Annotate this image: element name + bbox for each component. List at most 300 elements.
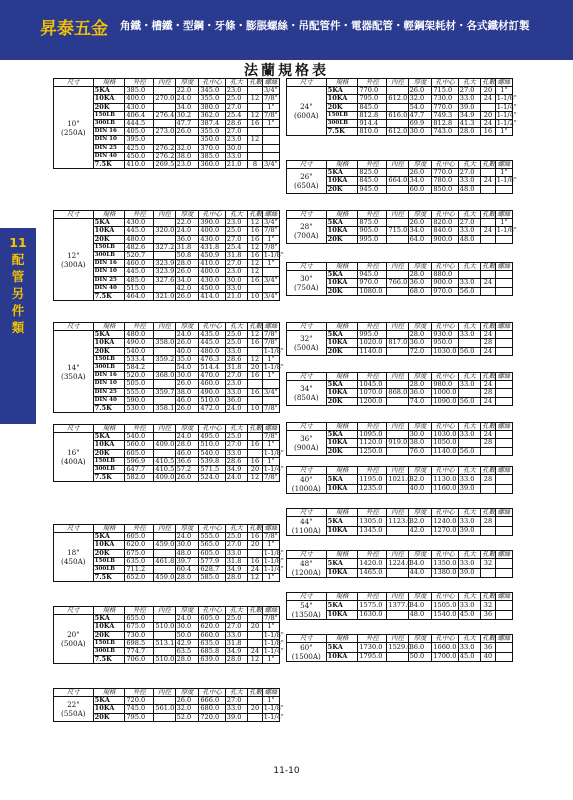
nominal-size: 30" <box>300 273 313 283</box>
cell-od: 385.0 <box>125 87 154 95</box>
cell-t: 28.0 <box>408 381 432 389</box>
column-header: 螺絲 <box>495 593 512 601</box>
cell-bolt <box>262 128 279 136</box>
cell-h: 39.0 <box>225 713 247 721</box>
cell-od: 845.0 <box>358 103 387 111</box>
column-header: 外徑 <box>358 373 387 381</box>
cell-h: 33.0 <box>225 388 247 396</box>
cell-t: 42.0 <box>175 284 199 292</box>
cell-id: 1377.0 <box>388 600 412 609</box>
cell-h: 27.0 <box>225 128 247 136</box>
cell-t: 34.0 <box>408 601 432 611</box>
cell-id <box>387 447 408 455</box>
column-header: 規格 <box>326 211 358 219</box>
column-header: 孔大 <box>225 79 247 87</box>
column-header: 尺寸 <box>287 467 327 475</box>
side-tab-number: 11 <box>9 235 27 250</box>
column-header: 厚度 <box>408 423 432 431</box>
cell-pcd: 480.0 <box>199 347 225 355</box>
column-header: 尺寸 <box>287 79 327 87</box>
cell-od: 795.0 <box>125 713 154 721</box>
cell-spec: 5KA <box>93 433 125 441</box>
cell-od: 845.0 <box>358 177 387 185</box>
column-header: 孔中心 <box>432 509 458 517</box>
cell-od: 605.0 <box>125 533 154 541</box>
table-row <box>287 517 513 527</box>
cell-t: 50.0 <box>408 652 432 662</box>
column-header: 尺寸 <box>287 211 327 219</box>
cell-od: 520.7 <box>125 251 154 259</box>
cell-n: 16 <box>248 441 263 449</box>
cell-pcd: 1030.0 <box>433 346 457 355</box>
column-header: 規格 <box>326 79 358 87</box>
table-header-row <box>54 607 280 615</box>
cell-h: 34.9 <box>225 465 247 473</box>
nominal-size: 48" <box>300 559 313 569</box>
cell-pcd: 539.8 <box>199 457 225 465</box>
cell-n: 16 <box>248 235 263 243</box>
size-cell <box>54 331 94 413</box>
column-header: 螺絲 <box>495 509 512 517</box>
column-header: 孔中心 <box>432 593 458 601</box>
cell-n: 24 <box>481 347 496 355</box>
cell-od: 425.0 <box>125 144 154 152</box>
size-code: (650A) <box>294 180 319 190</box>
cell-n: 32 <box>481 601 496 611</box>
cell-od: 875.0 <box>358 219 387 227</box>
cell-h: 27.0 <box>225 697 247 705</box>
flange-table <box>286 508 513 536</box>
flange-block-32in <box>286 322 513 356</box>
cell-n: 12 <box>248 95 263 103</box>
size-code: (700A) <box>294 230 319 240</box>
cell-bolt: 7/8" <box>264 110 278 119</box>
cell-t: 69.9 <box>408 119 432 127</box>
cell-t: 32.0 <box>408 475 432 485</box>
column-header: 內徑 <box>387 635 408 643</box>
column-header: 規格 <box>93 211 125 219</box>
cell-pcd: 577.9 <box>199 557 225 565</box>
cell-bolt <box>262 380 279 388</box>
column-header: 孔數 <box>482 508 495 517</box>
cell-h: 23.0 <box>225 219 247 227</box>
cell-spec: 5KA <box>326 219 358 227</box>
cell-h: 27.0 <box>225 441 247 449</box>
cell-id: 1224.0 <box>388 558 412 567</box>
size-cell <box>287 331 327 356</box>
cell-pcd: 1350.0 <box>433 558 457 567</box>
column-header: 孔數 <box>249 524 262 533</box>
cell-bolt: 3/4" <box>264 275 278 284</box>
cell-pcd: 450.0 <box>199 284 225 292</box>
cell-od: 560.0 <box>125 441 154 449</box>
cell-pcd: 387.4 <box>199 119 225 127</box>
column-header: 規格 <box>326 263 358 271</box>
cell-spec: 10KA <box>326 526 358 536</box>
cell-od: 1465.0 <box>358 568 387 578</box>
cell-h <box>458 389 480 397</box>
cell-od: 520.0 <box>125 372 154 380</box>
cell-n: 24 <box>248 565 263 573</box>
cell-id: 410.5 <box>155 456 175 465</box>
cell-n <box>248 144 263 152</box>
cell-n <box>248 713 263 721</box>
cell-t: 26.0 <box>175 339 199 347</box>
cell-n: 16 <box>248 276 263 284</box>
flange-block-26in <box>286 160 517 194</box>
cell-pcd: 414.0 <box>199 292 225 300</box>
size-cell <box>287 643 327 662</box>
cell-t: 34.0 <box>408 177 432 185</box>
cell-n: 24 <box>481 177 496 185</box>
cell-t: 60.4 <box>175 565 199 573</box>
cell-spec: 10KA <box>326 484 358 494</box>
cell-spec: 7.5K <box>93 656 125 664</box>
cell-spec: 20K <box>326 447 358 455</box>
flange-block-44in <box>286 508 513 536</box>
cell-spec: 20K <box>326 287 358 295</box>
column-header: 規格 <box>93 607 125 615</box>
column-header: 孔中心 <box>199 689 225 697</box>
cell-id: 327.6 <box>155 275 175 284</box>
cell-id: 616.0 <box>388 110 408 119</box>
cell-od: 1630.0 <box>358 610 387 620</box>
cell-pcd: 1140.0 <box>433 446 457 455</box>
cell-pcd: 472.0 <box>199 404 225 412</box>
column-header: 外徑 <box>125 323 154 331</box>
cell-od: 482.6 <box>125 243 154 251</box>
cell-t: 32.0 <box>175 705 199 713</box>
cell-bolt: 1-1/8" <box>263 638 284 647</box>
cell-od: 770.0 <box>358 87 387 95</box>
table-header-row <box>54 211 280 219</box>
column-header: 孔大 <box>458 323 480 331</box>
cell-h: 27.0 <box>458 87 480 95</box>
column-header: 內徑 <box>154 525 175 533</box>
cell-h: 45.0 <box>458 652 480 662</box>
cell-pcd: 524.0 <box>199 474 225 482</box>
table-row <box>287 601 513 611</box>
flange-block-30in <box>286 262 513 296</box>
cell-t: 48.0 <box>408 610 432 620</box>
cell-od: 795.0 <box>358 95 387 103</box>
table-header-row <box>54 525 280 533</box>
flange-block-24in <box>286 78 517 136</box>
cell-od: 515.0 <box>125 284 154 292</box>
cell-pcd: 900.0 <box>432 279 458 287</box>
cell-spec: 150LB <box>93 355 125 363</box>
cell-h: 25.0 <box>225 95 247 103</box>
cell-pcd: 1270.0 <box>433 526 457 535</box>
column-header: 孔數 <box>482 592 495 601</box>
cell-t: 42.0 <box>408 526 432 536</box>
cell-id <box>387 610 408 620</box>
cell-id: 320.0 <box>155 226 175 235</box>
cell-bolt <box>495 439 512 447</box>
page-title: 法蘭規格表 <box>244 63 329 79</box>
table-header-row <box>287 373 513 381</box>
cell-h: 33.0 <box>225 152 247 160</box>
cell-id: 409.0 <box>155 473 175 482</box>
cell-spec: 7.5K <box>93 404 125 412</box>
cell-h: 34.9 <box>225 647 247 655</box>
column-header: 外徑 <box>125 79 154 87</box>
nominal-size: 54" <box>300 601 313 611</box>
cell-od: 774.7 <box>125 647 154 655</box>
flange-table <box>286 210 517 244</box>
cell-bolt: 7/8" <box>264 432 278 441</box>
cell-spec: DIN 25 <box>93 144 125 152</box>
cell-t: 28.0 <box>408 271 432 279</box>
cell-bolt <box>495 568 512 578</box>
cell-pcd: 430.0 <box>199 235 225 243</box>
cell-t: 23.0 <box>175 160 199 168</box>
cell-h: 33.0 <box>458 331 480 339</box>
column-header: 孔大 <box>225 323 247 331</box>
page-header <box>0 0 573 60</box>
cell-h: 33.0 <box>225 705 247 713</box>
cell-n: 36 <box>481 643 496 653</box>
cell-h: 27.0 <box>225 235 247 243</box>
cell-n: 16 <box>248 533 263 541</box>
cell-pcd: 431.8 <box>199 243 225 251</box>
cell-bolt: 1-1/8" <box>263 346 284 355</box>
cell-t: 28.0 <box>175 656 199 664</box>
cell-t: 24.0 <box>175 331 199 339</box>
table-header-row <box>287 263 513 271</box>
cell-h: 27.0 <box>225 623 247 631</box>
cell-spec: DIN 40 <box>93 396 125 404</box>
cell-h: 39.0 <box>458 526 480 536</box>
cell-od: 1045.0 <box>358 381 387 389</box>
cell-spec: 10KA <box>326 652 358 662</box>
cell-n: 12 <box>248 219 263 227</box>
cell-od: 1730.0 <box>358 643 387 653</box>
column-header: 外徑 <box>358 423 387 431</box>
cell-id: 510.0 <box>155 655 175 664</box>
cell-t: 34.0 <box>408 227 432 235</box>
flange-block-22in <box>53 688 284 722</box>
cell-h: 56.0 <box>458 287 480 295</box>
column-header: 規格 <box>93 323 125 331</box>
cell-n: 16 <box>481 128 496 136</box>
cell-t: 38.0 <box>408 439 432 447</box>
cell-pcd: 1380.0 <box>433 568 457 577</box>
cell-spec: 150LB <box>93 457 125 465</box>
cell-pcd: 820.0 <box>432 219 458 227</box>
cell-h: 24.0 <box>225 474 247 482</box>
cell-bolt: 1-1/8" <box>496 94 517 103</box>
column-header: 孔數 <box>482 262 495 271</box>
size-cell <box>54 533 94 582</box>
column-header: 螺絲 <box>495 423 512 431</box>
cell-h: 25.4 <box>225 243 247 251</box>
cell-t: 48.0 <box>175 549 199 557</box>
cell-od: 652.0 <box>125 574 154 582</box>
cell-od: 945.0 <box>358 271 387 279</box>
column-header: 內徑 <box>387 211 408 219</box>
cell-id: 459.0 <box>155 540 175 549</box>
cell-bolt: 3/4" <box>264 86 278 95</box>
cell-id: 461.8 <box>155 556 175 565</box>
cell-spec: DIN 10 <box>93 136 125 144</box>
cell-id: 715.0 <box>388 226 408 235</box>
cell-id <box>387 568 408 578</box>
cell-bolt <box>495 235 512 243</box>
table-header-row <box>287 161 513 169</box>
table-header-row <box>287 323 513 331</box>
cell-pcd: 812.8 <box>432 119 458 127</box>
cell-n: 16 <box>248 251 263 259</box>
cell-od: 1140.0 <box>358 347 387 355</box>
cell-t: 36.0 <box>408 279 432 287</box>
nominal-size: 12" <box>67 250 80 260</box>
column-header: 規格 <box>93 689 125 697</box>
column-header: 螺絲 <box>495 635 512 643</box>
cell-t: 72.0 <box>408 347 432 355</box>
cell-spec: 20K <box>93 347 125 355</box>
cell-spec: 5KA <box>326 381 358 389</box>
column-header: 規格 <box>326 323 358 331</box>
cell-pcd: 950.0 <box>432 339 458 347</box>
cell-pcd: 840.0 <box>432 227 458 235</box>
cell-spec: 10KA <box>93 339 125 347</box>
cell-t: 34.0 <box>175 103 199 111</box>
cell-od: 706.0 <box>125 656 154 664</box>
cell-pcd: 1090.0 <box>433 396 457 405</box>
column-header: 孔中心 <box>199 425 225 433</box>
column-header: 厚度 <box>408 79 432 87</box>
column-header: 內徑 <box>387 161 408 169</box>
cell-h: 48.0 <box>458 185 480 193</box>
cell-od: 596.9 <box>125 457 154 465</box>
flange-table <box>53 78 280 169</box>
nominal-size: 20" <box>67 630 80 640</box>
cell-od: 1080.0 <box>358 287 387 295</box>
cell-n: 12 <box>248 355 263 363</box>
column-header: 孔大 <box>458 509 480 517</box>
cell-h: 27.0 <box>225 103 247 111</box>
cell-pcd: 540.0 <box>199 449 225 457</box>
side-tab-char: 配 <box>11 252 25 267</box>
cell-pcd: 490.0 <box>199 388 225 396</box>
size-cell <box>287 475 327 494</box>
column-header: 螺絲 <box>495 467 512 475</box>
cell-id <box>154 713 175 721</box>
cell-h: 28.0 <box>225 574 247 582</box>
cell-pcd: 345.0 <box>199 87 225 95</box>
cell-t: 36.0 <box>408 643 432 653</box>
cell-n: 16 <box>248 457 263 465</box>
cell-id: 358.1 <box>155 403 175 412</box>
cell-t: 39.7 <box>175 557 199 565</box>
column-header: 外徑 <box>358 593 387 601</box>
cell-bolt: 1-1/8" <box>263 704 284 713</box>
column-header: 規格 <box>93 425 125 433</box>
column-header: 孔大 <box>458 635 480 643</box>
column-header: 孔中心 <box>199 211 225 219</box>
column-header: 孔數 <box>482 78 495 87</box>
flange-table <box>286 160 517 194</box>
cell-id <box>154 380 175 388</box>
cell-spec: 5KA <box>326 517 358 527</box>
cell-spec: 5KA <box>326 169 358 177</box>
cell-h: 25.0 <box>225 533 247 541</box>
cell-bolt: 1" <box>262 697 279 705</box>
cell-t: 54.0 <box>175 363 199 371</box>
cell-h: 21.0 <box>225 292 247 300</box>
cell-n: 10 <box>248 292 263 300</box>
cell-h: 39.0 <box>458 484 480 494</box>
column-header: 孔數 <box>482 210 495 219</box>
cell-spec: 20K <box>93 103 125 111</box>
table-header-row <box>287 423 513 431</box>
flange-table <box>286 372 513 406</box>
cell-bolt: 1-1/8" <box>496 226 517 235</box>
cell-bolt: 7/8" <box>264 338 278 347</box>
flange-table <box>53 524 284 582</box>
column-header: 厚度 <box>408 467 432 475</box>
cell-od: 505.0 <box>125 380 154 388</box>
column-header: 規格 <box>326 551 358 559</box>
column-header: 內徑 <box>387 551 408 559</box>
column-header: 螺絲 <box>495 211 512 219</box>
size-cell <box>54 615 94 664</box>
cell-t: 30.0 <box>175 372 199 380</box>
cell-bolt: 7/8" <box>264 403 278 412</box>
cell-od: 1235.0 <box>358 484 387 494</box>
cell-pcd: 362.0 <box>199 111 225 119</box>
cell-od: 1195.0 <box>358 475 387 485</box>
cell-bolt <box>495 517 512 527</box>
cell-t: 30.0 <box>175 541 199 549</box>
cell-t: 74.0 <box>408 397 432 405</box>
column-header: 孔中心 <box>432 551 458 559</box>
cell-bolt: 1" <box>495 87 512 95</box>
cell-spec: DIN 25 <box>93 276 125 284</box>
cell-t: 24.0 <box>175 533 199 541</box>
size-cell <box>54 697 94 722</box>
cell-h: 30.0 <box>225 144 247 152</box>
cell-n: 20 <box>248 541 263 549</box>
cell-spec: 5KA <box>93 219 125 227</box>
size-code: (350A) <box>61 371 86 381</box>
cell-spec: 300LB <box>93 363 125 371</box>
cell-h: 33.0 <box>225 549 247 557</box>
cell-spec: 5KA <box>326 559 358 569</box>
cell-bolt: 1" <box>262 656 279 664</box>
cell-t: 22.0 <box>175 219 199 227</box>
table-header-row <box>54 425 280 433</box>
cell-spec: DIN 25 <box>93 388 125 396</box>
cell-pcd: 460.0 <box>199 380 225 388</box>
cell-id: 409.0 <box>155 440 175 449</box>
column-header: 孔大 <box>458 467 480 475</box>
cell-id: 327.2 <box>155 242 175 251</box>
cell-t: 64.0 <box>408 235 432 243</box>
cell-n: 28 <box>481 339 496 347</box>
cell-id: 269.5 <box>155 159 175 168</box>
column-header: 厚度 <box>408 323 432 331</box>
column-header: 內徑 <box>387 79 408 87</box>
column-header: 外徑 <box>358 323 387 331</box>
cell-pcd: 770.0 <box>432 103 458 111</box>
cell-bolt: 1" <box>495 128 512 136</box>
cell-n: 24 <box>481 381 496 389</box>
cell-pcd: 1240.0 <box>433 516 457 525</box>
cell-od: 460.0 <box>125 260 154 268</box>
column-header: 孔數 <box>249 688 262 697</box>
